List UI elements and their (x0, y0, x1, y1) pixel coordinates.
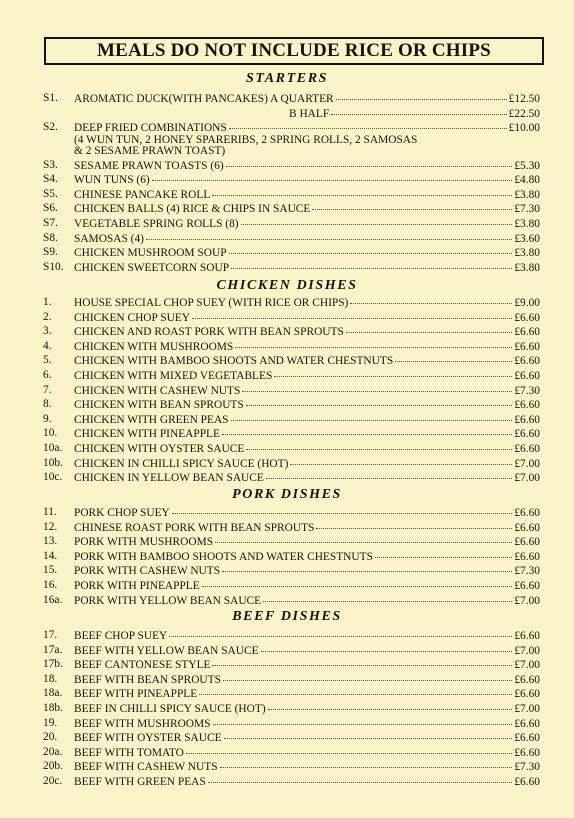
item-description: CHICKEN WITH MIXED VEGETABLES (74, 369, 273, 382)
page-title: MEALS DO NOT INCLUDE RICE OR CHIPS (44, 37, 544, 65)
item-price: £6.60 (514, 630, 540, 642)
item-description: & 2 SESAME PRAWN TOAST) (74, 145, 226, 158)
item-description: SESAME PRAWN TOASTS (6) (74, 159, 224, 172)
item-number: S2. (43, 121, 58, 134)
item-price: £3.80 (514, 217, 540, 230)
section-title: PORK DISHES (232, 487, 342, 502)
dot-leader (192, 308, 512, 319)
dot-leader (208, 772, 513, 783)
dot-leader (229, 118, 507, 129)
dot-leader (146, 229, 512, 240)
item-number: 20b. (43, 760, 63, 773)
item-number: 4. (43, 339, 52, 352)
item-price: £6.60 (514, 732, 540, 745)
item-number: 10b. (43, 456, 63, 469)
item-price: £6.60 (514, 340, 540, 353)
item-number: 10. (43, 427, 58, 440)
item-number: 1. (43, 296, 52, 308)
item-price: £6.60 (514, 369, 540, 382)
item-number: 10a. (43, 441, 63, 454)
item-price: £7.30 (514, 761, 540, 774)
dot-leader (331, 104, 506, 115)
menu-item (0, 470, 574, 485)
menu-list (0, 628, 574, 789)
item-description: SAMOSAS (4) (74, 232, 144, 245)
item-description: CHICKEN BALLS (4) RICE & CHIPS IN SAUCE (74, 203, 311, 216)
dot-leader (263, 591, 512, 602)
dot-leader (212, 185, 512, 196)
item-price: £3.80 (514, 188, 540, 201)
dot-leader (215, 532, 512, 543)
dot-leader (261, 641, 513, 652)
item-number: 13. (43, 535, 58, 548)
item-price: £6.60 (514, 428, 540, 441)
item-price: £4.80 (514, 174, 540, 187)
item-price: £6.60 (514, 550, 540, 563)
dot-leader (231, 410, 513, 421)
dot-leader (266, 468, 513, 479)
item-number: 5. (43, 354, 52, 367)
dot-leader (199, 684, 512, 695)
item-number: 3. (43, 325, 52, 338)
item-description: BEEF CANTONESE STYLE (74, 659, 211, 672)
dot-leader (222, 424, 512, 435)
item-price: £6.60 (514, 579, 540, 592)
item-description: BEEF WITH TOMATO (74, 746, 184, 759)
item-price: £6.60 (514, 717, 540, 730)
dot-leader (246, 439, 512, 450)
item-price: £6.60 (514, 746, 540, 759)
dot-leader (241, 214, 513, 225)
item-number: 18. (43, 672, 58, 685)
dot-leader (152, 170, 513, 181)
item-description: CHICKEN WITH CASHEW NUTS (74, 384, 241, 397)
item-number: 20. (43, 731, 58, 744)
item-price: £7.00 (514, 594, 540, 607)
dot-leader (336, 89, 507, 100)
item-number: S5. (43, 187, 58, 200)
dot-leader (346, 322, 513, 333)
item-number: 12. (43, 520, 58, 533)
menu-item (0, 120, 574, 135)
item-description: B HALF (289, 107, 330, 120)
item-price: £5.30 (514, 159, 540, 172)
item-description: BEEF WITH CASHEW NUTS (74, 761, 218, 774)
item-price: £7.00 (514, 644, 540, 657)
menu-item (0, 260, 574, 275)
dot-leader (213, 714, 513, 725)
dot-leader (202, 576, 513, 587)
item-price: £6.60 (514, 688, 540, 701)
item-number: 16a. (43, 593, 63, 606)
item-price: £3.80 (514, 247, 540, 260)
item-number: S8. (43, 231, 58, 244)
item-number: 16. (43, 578, 58, 591)
item-price: £6.60 (514, 413, 540, 426)
item-description: PORK WITH PINEAPPLE (74, 579, 200, 592)
dot-leader (226, 156, 513, 167)
item-description: BEEF WITH PINEAPPLE (74, 688, 198, 701)
dot-leader (231, 258, 512, 269)
item-number: S1. (43, 92, 58, 104)
item-price: £6.60 (514, 442, 540, 455)
item-description: PORK CHOP SUEY (74, 507, 170, 519)
item-price: £6.60 (514, 355, 540, 368)
menu-list (0, 91, 574, 274)
item-description: PORK WITH CASHEW NUTS (74, 565, 221, 578)
item-price: £7.30 (514, 203, 540, 216)
item-price: £6.60 (514, 521, 540, 534)
item-description: BEEF WITH BEAN SPROUTS (74, 673, 221, 686)
item-price: £6.60 (514, 507, 540, 519)
item-description: CHICKEN WITH GREEN PEAS (74, 413, 229, 426)
item-price: £7.30 (514, 565, 540, 578)
dot-leader (172, 503, 513, 514)
section-title: STARTERS (245, 71, 329, 86)
item-number: 17. (43, 629, 58, 641)
item-number: 15. (43, 564, 58, 577)
dot-leader (290, 454, 512, 465)
menu-item (0, 593, 574, 608)
item-price: £3.80 (514, 261, 540, 274)
item-number: 17b. (43, 658, 63, 671)
item-description: CHICKEN AND ROAST PORK WITH BEAN SPROUTS (74, 326, 344, 339)
item-description: BEEF CHOP SUEY (74, 630, 168, 642)
item-number: S4. (43, 173, 58, 186)
dot-leader (350, 293, 512, 304)
dot-leader (268, 699, 513, 710)
item-price: £6.60 (514, 775, 540, 788)
item-price: £7.00 (514, 659, 540, 672)
item-number: 11. (43, 506, 57, 518)
item-number: 19. (43, 716, 58, 729)
item-description: PORK WITH BAMBOO SHOOTS AND WATER CHESTNUTS (74, 550, 373, 563)
item-number: S9. (43, 246, 58, 259)
item-price: £9.00 (514, 297, 540, 309)
item-number: 14. (43, 549, 58, 562)
item-description: BEEF WITH YELLOW BEAN SAUCE (74, 644, 259, 657)
item-price: £6.60 (514, 673, 540, 686)
item-number: 9. (43, 412, 52, 425)
item-description: (4 WUN TUN, 2 HONEY SPARERIBS, 2 SPRING ROLLS, 2 SAMOSAS (74, 133, 418, 146)
item-description: CHICKEN SWEETCORN SOUP (74, 261, 230, 274)
item-number: 8. (43, 398, 52, 411)
item-description: BEEF WITH OYSTER SAUCE (74, 732, 222, 745)
item-description: CHICKEN WITH MUSHROOMS (74, 340, 234, 353)
item-price: £7.00 (514, 702, 540, 715)
item-description: VEGETABLE SPRING ROLLS (8) (74, 217, 239, 230)
dot-leader (222, 561, 512, 572)
item-description: CHICKEN WITH PINEAPPLE (74, 428, 220, 441)
item-price: £22.50 (508, 107, 540, 120)
dot-leader (246, 395, 513, 406)
item-description: CHICKEN WITH BAMBOO SHOOTS AND WATER CHESTNUTS (74, 355, 394, 368)
item-number: S3. (43, 158, 58, 171)
item-description: BEEF IN CHILLI SPICY SAUCE (HOT) (74, 702, 266, 715)
item-description: PORK WITH YELLOW BEAN SAUCE (74, 594, 262, 607)
item-price: £12.50 (508, 93, 540, 105)
item-number: 20c. (43, 774, 63, 787)
menu-list (0, 295, 574, 485)
section-title: BEEF DISHES (232, 609, 342, 624)
dot-leader (223, 670, 512, 681)
dot-leader (212, 655, 512, 666)
item-description: CHICKEN CHOP SUEY (74, 311, 191, 324)
item-price: £6.60 (514, 311, 540, 324)
item-number: 18a. (43, 687, 63, 700)
dot-leader (186, 743, 512, 754)
dot-leader (395, 351, 512, 362)
item-description: AROMATIC DUCK(WITH PANCAKES) A QUARTER (74, 93, 334, 105)
dot-leader (312, 199, 512, 210)
item-number: 10c. (43, 471, 63, 484)
dot-leader (274, 366, 512, 377)
section-title: CHICKEN DISHES (216, 278, 358, 293)
item-number: 7. (43, 383, 52, 396)
item-price: £10.00 (508, 122, 540, 135)
item-price: £7.30 (514, 384, 540, 397)
item-description: BEEF WITH MUSHROOMS (74, 717, 211, 730)
item-description: CHICKEN IN YELLOW BEAN SAUCE (74, 472, 264, 485)
dot-leader (224, 728, 513, 739)
dot-leader (220, 757, 513, 768)
item-description: CHICKEN WITH BEAN SPROUTS (74, 399, 244, 412)
item-description: CHICKEN IN CHILLI SPICY SAUCE (HOT) (74, 457, 289, 470)
item-price: £7.00 (514, 472, 540, 485)
item-number: 2. (43, 310, 52, 323)
dot-leader (316, 518, 512, 529)
item-description: CHINESE ROAST PORK WITH BEAN SPROUTS (74, 521, 315, 534)
item-number: 6. (43, 368, 52, 381)
dot-leader (169, 626, 512, 637)
item-description: WUN TUNS (6) (74, 174, 150, 187)
item-description: CHICKEN MUSHROOM SOUP (74, 247, 227, 260)
item-number: S10. (43, 260, 64, 273)
item-number: S6. (43, 202, 58, 215)
item-number: S7. (43, 216, 58, 229)
item-number: 20a. (43, 745, 63, 758)
item-price: £6.60 (514, 326, 540, 339)
dot-leader (229, 243, 513, 254)
item-description: DEEP FRIED COMBINATIONS (74, 122, 227, 135)
item-description: PORK WITH MUSHROOMS (74, 536, 214, 549)
dot-leader (375, 547, 512, 558)
item-description: CHINESE PANCAKE ROLL (74, 188, 211, 201)
item-number: 17a. (43, 643, 63, 656)
item-description: CHICKEN WITH OYSTER SAUCE (74, 442, 245, 455)
item-price: £6.60 (514, 536, 540, 549)
item-description: HOUSE SPECIAL CHOP SUEY (WITH RICE OR CHIPS) (74, 297, 349, 309)
dot-leader (242, 381, 512, 392)
menu-list (0, 505, 574, 607)
item-price: £6.60 (514, 399, 540, 412)
menu-item (0, 774, 574, 789)
item-number: 18b. (43, 701, 63, 714)
dot-leader (235, 337, 512, 348)
item-description: BEEF WITH GREEN PEAS (74, 775, 206, 788)
item-price: £7.00 (514, 457, 540, 470)
item-price: £3.60 (514, 232, 540, 245)
